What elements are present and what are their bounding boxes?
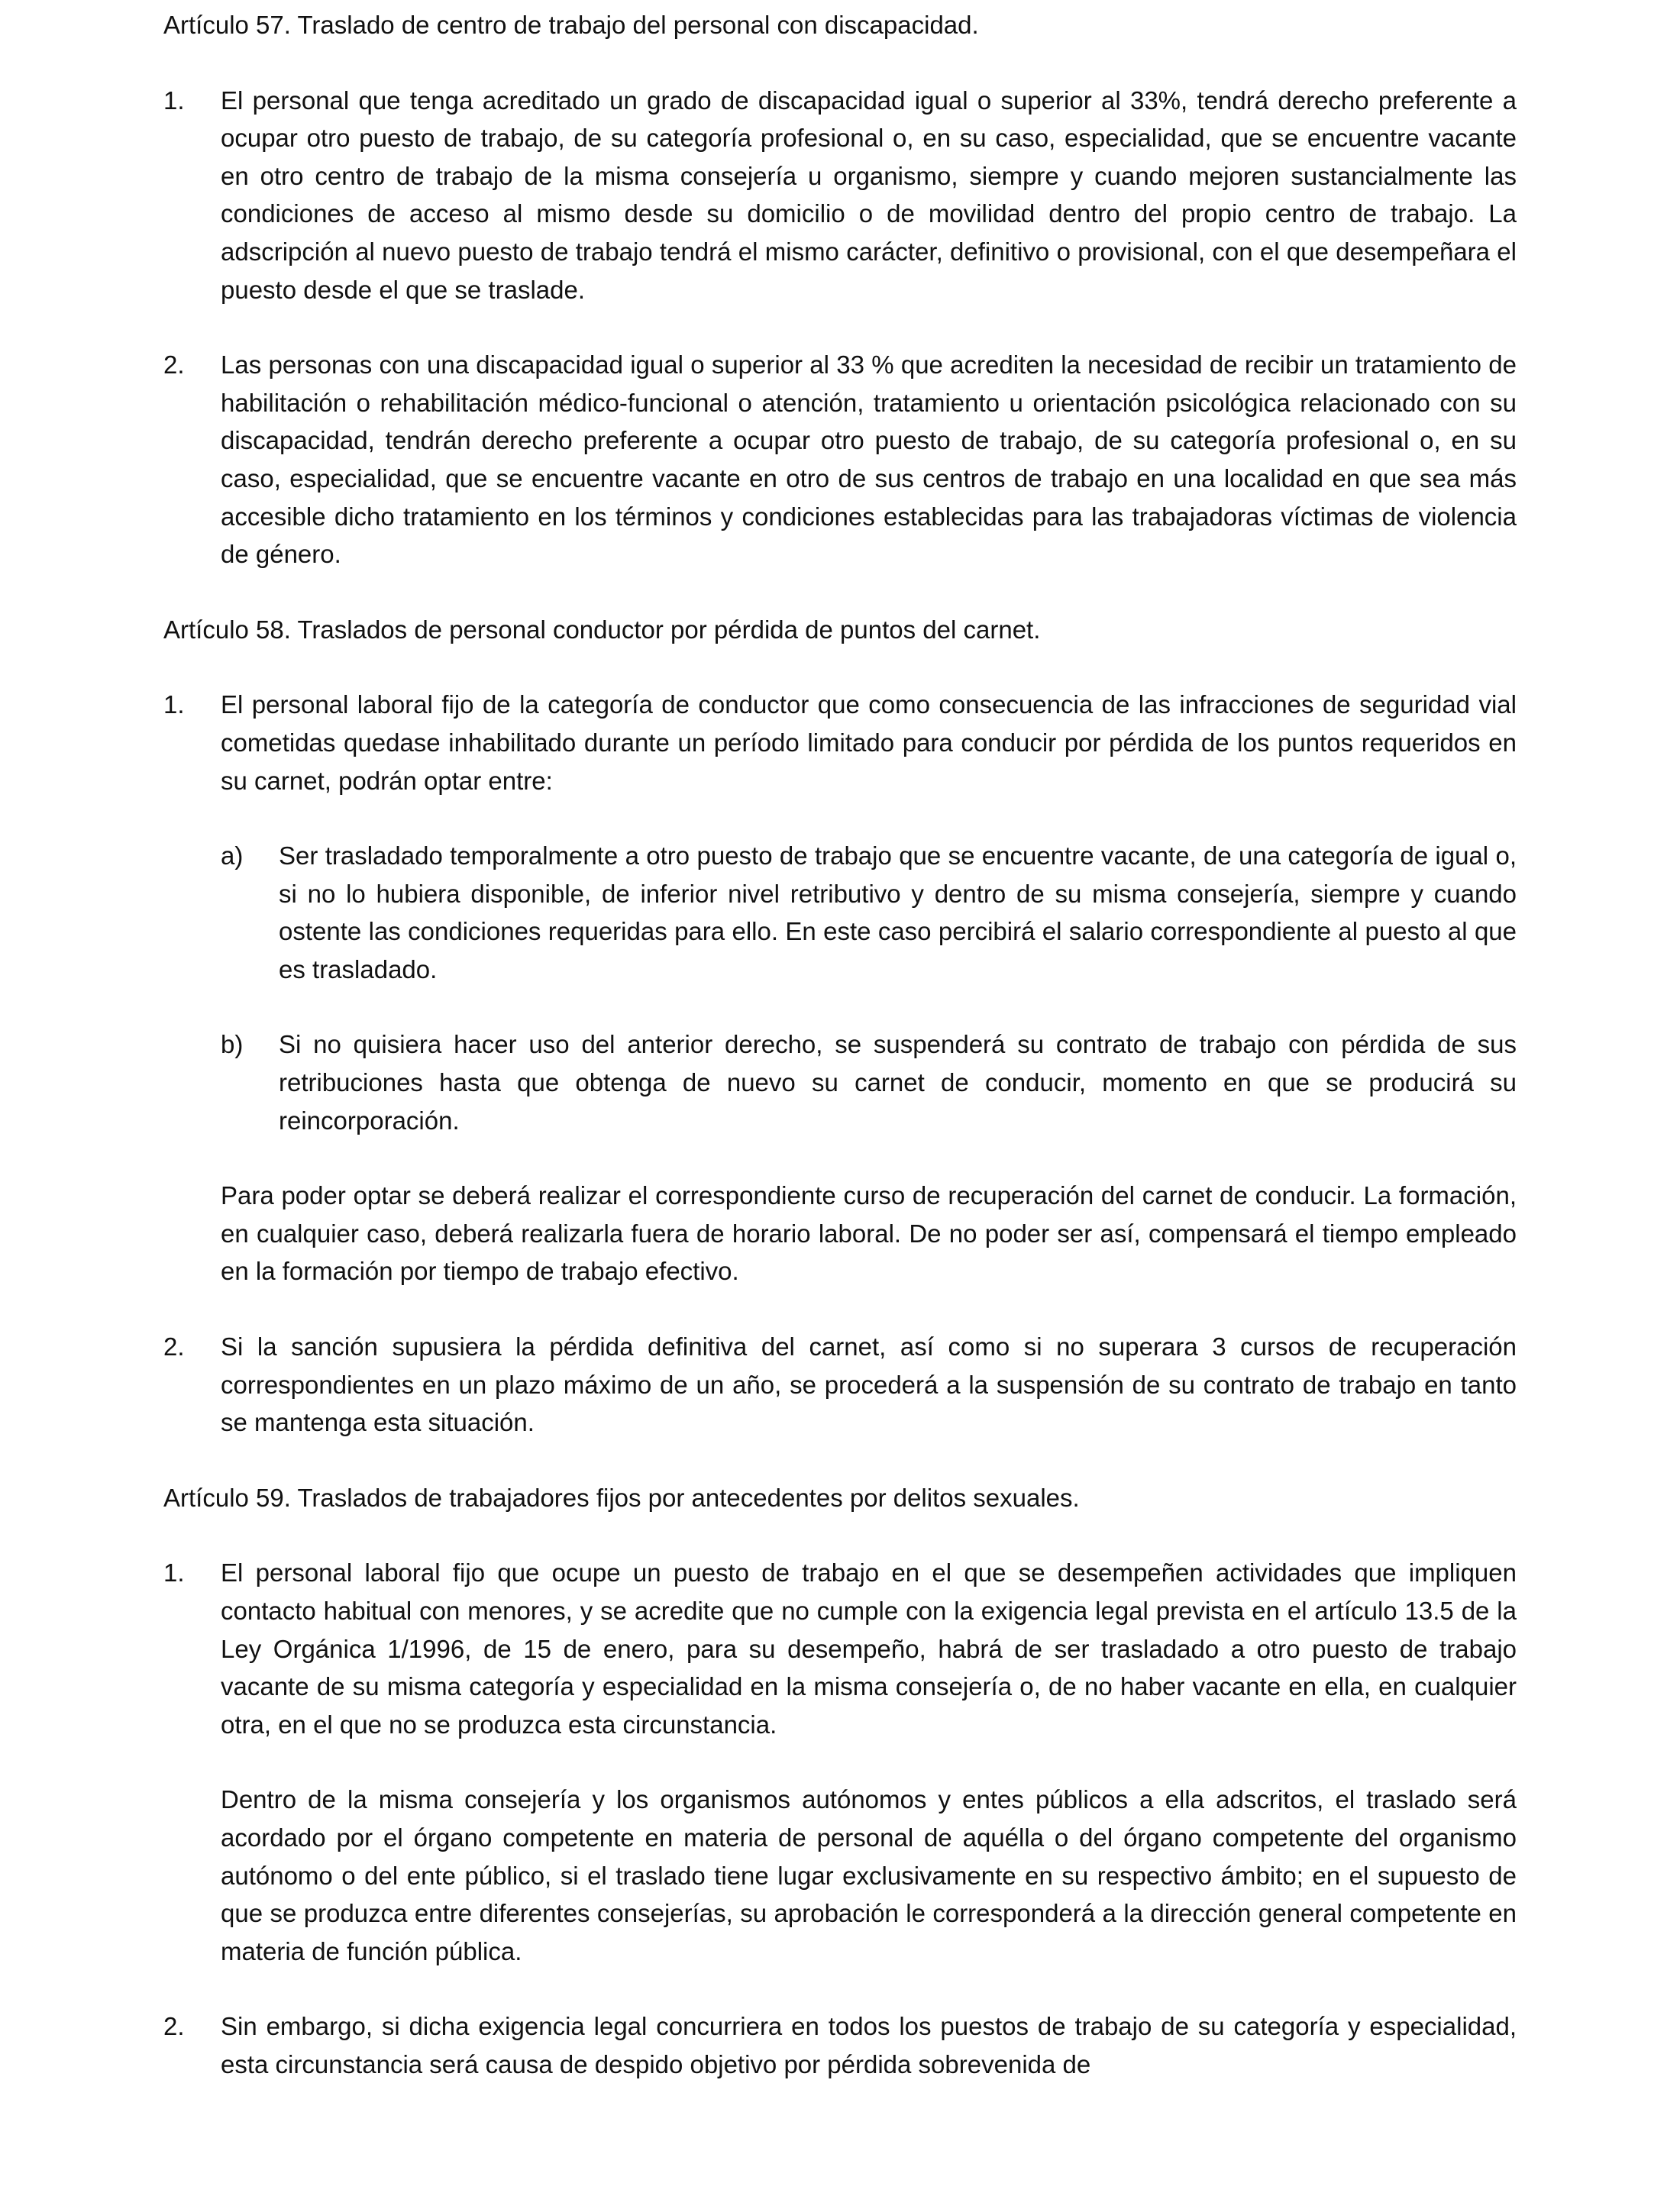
item-closing-text: Para poder optar se deberá realizar el correspondiente curso de recuperación del carnet de conducir. La formación, en cualquier caso, deberá realizarla fuera de horario laboral. De no poder ser así, compensará el tiempo empleado en la formación por tiempo de trabajo efectivo. [221,1181,1517,1286]
list-item [163,1328,1517,1442]
item-body [221,686,1517,1290]
list-item [163,2007,1517,2083]
item-number: 1. [163,1558,185,1587]
item-number: 2. [163,1332,185,1361]
item-body [221,346,1517,573]
list-item [163,346,1517,573]
item-body [221,1328,1517,1442]
item-body [221,1554,1517,1970]
article-heading: Artículo 59. Traslados de trabajadores fijos por antecedentes por delitos sexuales. [163,1483,1080,1512]
item-text: El personal laboral fijo que ocupe un puesto de trabajo en el que se desempeñen actividades que impliquen contacto habitual con menores, y se acredite que no cumple con la exigencia legal prevista en el artículo 13.5 de la Ley Orgánica 1/1996, de 15 de enero, para su desempeño, habrá de ser trasladado a otro puesto de trabajo vacante de su misma categoría y especialidad en la misma consejería o, de no haber vacante en ella, en cualquier otra, en el que no se produzca esta circunstancia. [221,1558,1517,1739]
document-page [163,6,1517,2084]
item-number: 2. [163,2012,185,2041]
item-closing-text: Dentro de la misma consejería y los organismos autónomos y entes públicos a ella adscritos, el traslado será acordado por el órgano competente en materia de personal de aquélla o del órgano competente del organismo autónomo o del ente público, si el traslado tiene lugar exclusivamente en su respectivo ámbito; en el supuesto de que se produzca entre diferentes consejerías, su aprobación le corresponderá a la dirección general competente en materia de función pública. [221,1785,1517,1965]
article-59 [163,1479,1517,2084]
article-58 [163,611,1517,1442]
list-item [163,1554,1517,1970]
sub-list-item [221,1025,1517,1139]
item-body [221,2007,1517,2083]
sub-item-label: a) [221,841,244,870]
item-text: Si la sanción supusiera la pérdida definitiva del carnet, así como si no superara 3 cursos de recuperación correspondientes en un plazo máximo de un año, se procederá a la suspensión de su contrato de trabajo en tanto se mantenga esta situación. [221,1332,1517,1437]
item-number: 1. [163,690,185,719]
item-number: 1. [163,86,185,115]
item-number: 2. [163,350,185,379]
item-text: El personal laboral fijo de la categoría de conductor que como consecuencia de las infracciones de seguridad vial cometidas quedase inhabilitado durante un período limitado para conducir por pérdida de los puntos requeridos en su carnet, podrán optar entre: [221,690,1517,795]
sub-list [221,837,1517,1139]
sub-item-text: Si no quisiera hacer uso del anterior derecho, se suspenderá su contrato de trabajo con pérdida de sus retribuciones hasta que obtenga de nuevo su carnet de conducir, momento en que se producirá su reincorporación. [279,1030,1517,1135]
article-heading: Artículo 57. Traslado de centro de trabajo del personal con discapacidad. [163,11,979,39]
item-text: El personal que tenga acreditado un grado de discapacidad igual o superior al 33%, tendrá derecho preferente a ocupar otro puesto de trabajo, de su categoría profesional o, en su caso, especialidad, que se encuentre vacante en otro centro de trabajo de la misma consejería u organismo, siempre y cuando mejoren sustancialmente las condiciones de acceso al mismo desde su domicilio o de movilidad dentro del propio centro de trabajo. La adscripción al nuevo puesto de trabajo tendrá el mismo carácter, definitivo o provisional, con el que desempeñara el puesto desde el que se traslade. [221,86,1517,304]
list-item [163,82,1517,309]
item-text: Las personas con una discapacidad igual o superior al 33 % que acrediten la necesidad de recibir un tratamiento de habilitación o rehabilitación médico-funcional o atención, tratamiento u orientación psicológica relacionado con su discapacidad, tendrán derecho preferente a ocupar otro puesto de trabajo, de su categoría profesional o, en su caso, especialidad, que se encuentre vacante en otro de sus centros de trabajo en una localidad en que sea más accesible dicho tratamiento en los términos y condiciones establecidas para las trabajadoras víctimas de violencia de género. [221,350,1517,569]
article-57 [163,6,1517,573]
item-body [221,82,1517,309]
sub-list-item [221,837,1517,988]
sub-item-label: b) [221,1030,244,1059]
sub-item-text: Ser trasladado temporalmente a otro puesto de trabajo que se encuentre vacante, de una categoría de igual o, si no lo hubiera disponible, de inferior nivel retributivo y dentro de su misma consejería, siempre y cuando ostente las condiciones requeridas para ello. En este caso percibirá el salario correspondiente al puesto al que es trasladado. [279,841,1517,983]
item-text: Sin embargo, si dicha exigencia legal concurriera en todos los puestos de trabajo de su categoría y especialidad, esta circunstancia será causa de despido objetivo por pérdida sobrevenida de [221,2012,1517,2078]
article-heading: Artículo 58. Traslados de personal conductor por pérdida de puntos del carnet. [163,615,1041,644]
list-item [163,686,1517,1290]
